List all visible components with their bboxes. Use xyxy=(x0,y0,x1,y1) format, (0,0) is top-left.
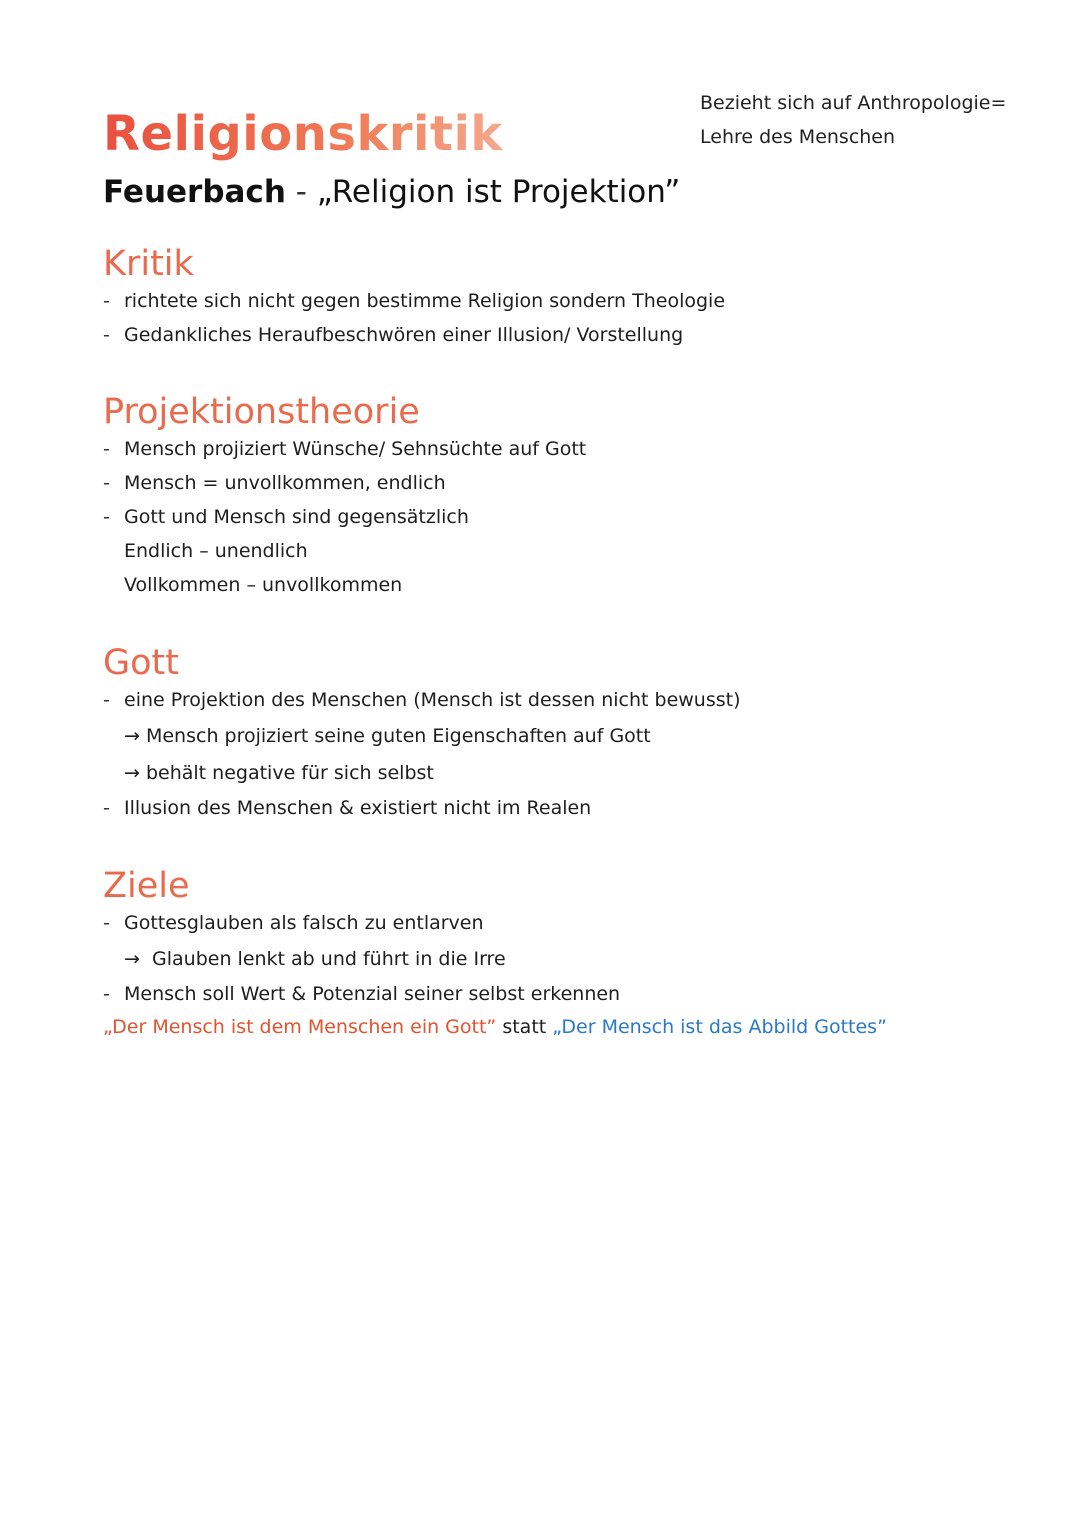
bullet: - xyxy=(103,290,110,312)
section-kritik xyxy=(103,242,725,358)
projektion-sub-2: Vollkommen – unvollkommen xyxy=(124,574,403,596)
heading-projektionstheorie: Projektionstheorie xyxy=(103,392,420,432)
gott-arrow-1: → Mensch projiziert seine guten Eigenschaften auf Gott xyxy=(124,725,651,747)
side-note xyxy=(700,86,1006,154)
gott-item-1: - eine Projektion des Menschen (Mensch ist dessen nicht bewusst) xyxy=(103,689,741,711)
arrow-icon: → xyxy=(124,762,140,784)
arrow-icon: → xyxy=(124,948,140,970)
side-note-line-2: Lehre des Menschen xyxy=(700,126,896,148)
page-title: Religionskritik xyxy=(103,106,503,162)
subtitle xyxy=(103,174,680,210)
bullet: - xyxy=(103,912,110,934)
ziele-item-2: - Mensch soll Wert & Potenzial seiner selbst erkennen xyxy=(103,983,621,1005)
heading-ziele: Ziele xyxy=(103,866,190,906)
kritik-item-2: - Gedankliches Heraufbeschwören einer Illusion/ Vorstellung xyxy=(103,324,684,346)
bullet: - xyxy=(103,438,110,460)
projektion-item-3: - Gott und Mensch sind gegensätzlich xyxy=(103,506,469,528)
kritik-item-1: - richtete sich nicht gegen bestimme Religion sondern Theologie xyxy=(103,290,726,312)
side-note-line-1: Bezieht sich auf Anthropologie= xyxy=(700,92,1007,114)
heading-kritik: Kritik xyxy=(103,244,194,284)
bullet: - xyxy=(103,506,110,528)
projektion-sub-1: Endlich – unendlich xyxy=(124,540,308,562)
ziele-item-1: - Gottesglauben als falsch zu entlarven xyxy=(103,912,484,934)
projektion-item-1: - Mensch projiziert Wünsche/ Sehnsüchte auf Gott xyxy=(103,438,587,460)
subtitle-quote: „Religion ist Projektion” xyxy=(316,174,681,210)
subtitle-author: Feuerbach xyxy=(103,174,286,210)
arrow-icon: → xyxy=(124,725,140,747)
closing-quote xyxy=(103,1016,887,1038)
bullet: - xyxy=(103,797,110,819)
bullet: - xyxy=(103,983,110,1005)
section-gott xyxy=(103,641,741,831)
gott-item-2: - Illusion des Menschen & existiert nicht im Realen xyxy=(103,797,592,819)
projektion-item-2: - Mensch = unvollkommen, endlich xyxy=(103,472,446,494)
bullet: - xyxy=(103,689,110,711)
gott-arrow-2: → behält negative für sich selbst xyxy=(124,762,434,784)
quote-bible: „Der Mensch ist das Abbild Gottes” xyxy=(552,1016,887,1038)
heading-gott: Gott xyxy=(103,643,179,683)
bullet: - xyxy=(103,472,110,494)
quote-feuerbach: „Der Mensch ist dem Menschen ein Gott” xyxy=(103,1016,497,1038)
subtitle-dash: - xyxy=(285,174,317,210)
section-projektionstheorie xyxy=(103,390,586,608)
quote-connector: statt xyxy=(496,1016,553,1038)
section-ziele xyxy=(103,864,620,1017)
ziele-arrow: → Glauben lenkt ab und führt in die Irre xyxy=(124,948,506,970)
bullet: - xyxy=(103,324,110,346)
